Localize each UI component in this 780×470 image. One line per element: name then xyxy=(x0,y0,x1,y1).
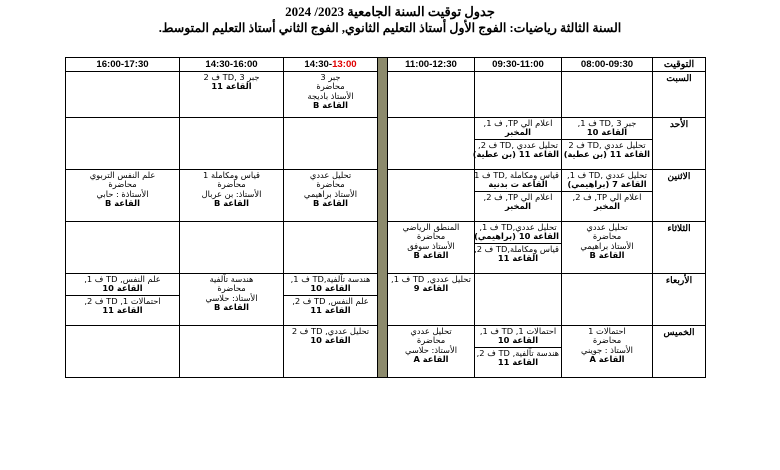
session-line: القاعة 9 xyxy=(413,283,449,294)
page-title: جدول توقيت السنة الجامعية 2023/ 2024 xyxy=(285,4,495,19)
schedule-cell xyxy=(475,72,562,118)
day-name: السبت xyxy=(653,72,706,118)
schedule-cell xyxy=(180,222,284,274)
session-line: احتمالات 1 xyxy=(588,326,626,336)
header-day-label: التوقيت xyxy=(653,58,706,72)
session-line: القاعة A xyxy=(413,354,449,365)
session-block xyxy=(475,170,561,191)
session-block xyxy=(66,170,179,210)
session-line: المخبر xyxy=(593,201,621,212)
session-line: جبر 3 xyxy=(320,72,341,82)
session-block xyxy=(562,170,652,191)
session-line: الأستاذ باديجة xyxy=(307,90,354,101)
session-line: محاضرة xyxy=(592,335,622,346)
session-block xyxy=(475,191,561,213)
session-line: الأستاذة : حابي xyxy=(96,188,149,199)
session-line: القاعة A xyxy=(589,354,625,365)
session-line: القاعة 11 xyxy=(102,305,143,316)
schedule-cell xyxy=(475,274,562,326)
schedule-cell xyxy=(388,222,475,274)
header-slot-1: 08:00-09:30 xyxy=(562,58,653,72)
session-block xyxy=(475,243,561,265)
session-line: الأستاذ براهيمي xyxy=(303,188,358,199)
session-line: علم النفس التربوي xyxy=(89,170,156,180)
session-block xyxy=(562,326,652,366)
day-name: الأربعاء xyxy=(653,274,706,326)
session-block xyxy=(284,170,377,210)
session-line: المنطق الرياضي xyxy=(402,222,460,232)
session-line: القاعة 10 (براهيمي) xyxy=(474,231,559,242)
day-name: الاثنين xyxy=(653,170,706,222)
session-block xyxy=(475,222,561,243)
session-line: هندسة تآلفية xyxy=(209,274,254,284)
session-line: الأستاذ: بن عربال xyxy=(201,188,262,199)
session-block xyxy=(388,326,474,366)
session-block xyxy=(562,222,652,262)
header-slot-4 xyxy=(284,58,378,72)
header-row xyxy=(66,58,706,72)
session-line: الأستاذ براهيمي xyxy=(580,240,634,251)
session-line: محاضرة xyxy=(108,179,137,190)
slot-time-start: 13:00 xyxy=(332,59,357,70)
session-line: القاعة B xyxy=(589,250,625,261)
session-line: القاعة B xyxy=(105,198,140,209)
session-line: تحليل عددي, TD ف 2 xyxy=(291,326,370,336)
schedule-cell xyxy=(180,170,284,222)
session-line: القاعة 7 (براهيمي) xyxy=(567,179,647,190)
session-line: القاعة 10 xyxy=(497,335,539,346)
session-line: تحليل عددي xyxy=(410,326,452,336)
session-line: الأستاذ: حلاسي xyxy=(404,344,458,355)
session-line: جبر 3 ,TD ف 1, xyxy=(577,118,637,128)
day-name: الخميس xyxy=(653,326,706,378)
session-block xyxy=(562,118,652,139)
schedule-cell xyxy=(388,274,475,326)
session-line: محاضرة xyxy=(217,179,246,190)
schedule-cell xyxy=(475,222,562,274)
session-block xyxy=(388,274,474,295)
schedule-cell xyxy=(562,72,653,118)
schedule-cell xyxy=(284,170,378,222)
schedule-cell xyxy=(284,118,378,170)
session-line: اعلام الي TP, ف 2, xyxy=(483,191,553,202)
schedule-cell xyxy=(66,326,180,378)
schedule-cell xyxy=(66,170,180,222)
session-line: الأستاذ: حلاسي xyxy=(205,292,258,303)
schedule-cell xyxy=(562,222,653,274)
session-block xyxy=(562,139,652,161)
session-block xyxy=(180,274,283,314)
session-block xyxy=(472,139,561,161)
session-line: تحليل عددي,TD ف 1, xyxy=(479,222,557,232)
session-block xyxy=(388,222,474,262)
session-line: محاضرة xyxy=(592,231,622,242)
session-line: هندسة تآلفية,TD ف 1, xyxy=(290,274,371,284)
session-line: القاعة B xyxy=(413,250,449,261)
lunch-break-bar xyxy=(378,58,388,378)
session-line: القاعة B xyxy=(313,100,348,111)
session-line: القاعة 10 xyxy=(102,283,143,294)
schedule-cell xyxy=(388,170,475,222)
schedule-cell xyxy=(475,326,562,378)
session-line: قياس ومكاملة 1 xyxy=(203,170,260,180)
session-line: محاضرة xyxy=(316,179,345,190)
schedule-cell xyxy=(180,72,284,118)
session-block xyxy=(180,170,283,210)
session-block xyxy=(284,274,377,295)
session-line: جبر 3 ,TD ف 2 xyxy=(203,72,260,82)
session-line: القاعة 10 xyxy=(310,335,351,346)
session-line: القاعة 10 xyxy=(586,127,628,138)
session-line: احتمالات 1, TD ف 2, xyxy=(84,295,161,306)
session-line: القاعة 10 xyxy=(310,283,351,294)
schedule-cell xyxy=(66,118,180,170)
session-line: تحليل عددي ,TD ف 1, xyxy=(567,170,647,180)
session-line: الأستاذ : جويني xyxy=(581,344,633,355)
header-slot-2: 09:30-11:00 xyxy=(475,58,562,72)
session-line: محاضرة xyxy=(416,231,446,242)
schedule-cell xyxy=(562,274,653,326)
schedule-cell xyxy=(180,118,284,170)
session-line: القاعة B xyxy=(313,198,348,209)
schedule-cell xyxy=(66,274,180,326)
schedule-cell xyxy=(284,222,378,274)
session-line: قياس ومكاملة ,TD ف 1 xyxy=(474,170,559,180)
schedule-cell xyxy=(562,118,653,170)
schedule-cell xyxy=(284,72,378,118)
session-block xyxy=(475,347,561,369)
session-line: محاضرة xyxy=(416,335,446,346)
session-line: اعلام الي TP, ف 2, xyxy=(572,191,642,202)
session-line: تحليل عددي xyxy=(586,222,628,232)
session-line: القاعة 11 xyxy=(497,253,539,264)
day-name: الثلاثاء xyxy=(653,222,706,274)
session-block xyxy=(180,72,283,93)
session-block xyxy=(284,295,377,317)
schedule-cell xyxy=(284,326,378,378)
page-subtitle: السنة الثالثة رياضيات: الفوج الأول أستاذ التعليم الثانوي, الفوج الثاني أستاذ التعليم المتوسط. xyxy=(158,21,622,35)
header-slot-5: 14:30-16:00 xyxy=(180,58,284,72)
timetable xyxy=(65,57,706,378)
session-line: القاعة 11 (بن عطية) xyxy=(563,149,650,160)
session-line: القاعة 11 xyxy=(497,357,539,368)
schedule-cell xyxy=(66,222,180,274)
session-line: تحليل عددي ,TD ف 2 xyxy=(568,139,646,150)
schedule-cell xyxy=(180,326,284,378)
slot-time-end: 14:30- xyxy=(304,59,333,70)
day-name: الأحد xyxy=(653,118,706,170)
header-slot-3: 11:00-12:30 xyxy=(388,58,475,72)
schedule-cell xyxy=(388,118,475,170)
session-line: هندسة تآلفية, TD ف 2, xyxy=(476,347,559,358)
session-line: القاعة B xyxy=(214,302,249,313)
session-line: علم النفس, TD ف 2, xyxy=(292,295,369,306)
session-line: القاعة 11 xyxy=(211,81,252,92)
session-line: محاضرة xyxy=(316,81,345,92)
session-line: القاعة 11 xyxy=(310,305,351,316)
session-line: احتمالات 1, TD ف 1, xyxy=(479,326,557,336)
session-line: قياس ومكاملة,TD ف 2, xyxy=(474,243,559,254)
schedule-cell xyxy=(472,118,562,170)
session-block xyxy=(284,72,377,112)
session-block xyxy=(66,295,179,317)
session-line: القاعة B xyxy=(214,198,249,209)
session-line: تحليل عددي ,TD ف 2, xyxy=(478,139,558,150)
session-block xyxy=(475,326,561,347)
session-line: تحليل عددي xyxy=(309,170,352,180)
header-slot-6: 16:00-17:30 xyxy=(66,58,180,72)
schedule-cell xyxy=(562,170,653,222)
schedule-cell xyxy=(388,326,475,378)
session-line: علم النفس, TD ف 1, xyxy=(84,274,161,284)
schedule-cell xyxy=(475,170,562,222)
schedule-cell xyxy=(388,72,475,118)
schedule-cell xyxy=(180,274,284,326)
schedule-cell xyxy=(284,274,378,326)
session-block xyxy=(475,118,561,139)
session-line: المخبر xyxy=(504,201,532,212)
session-line: الأستاذ سوفق xyxy=(407,240,455,251)
session-block xyxy=(562,191,652,213)
session-block xyxy=(284,326,377,347)
session-line: محاضرة xyxy=(217,283,246,294)
schedule-cell xyxy=(562,326,653,378)
session-line: القاعة 11 (بن عطية) xyxy=(472,149,559,160)
session-block xyxy=(66,274,179,295)
schedule-cell xyxy=(66,72,180,118)
session-line: تحليل عددي, TD ف 1, xyxy=(391,274,471,284)
session-line: المخبر xyxy=(504,127,532,138)
session-line: اعلام الي TP, ف 1, xyxy=(483,118,553,128)
session-line: القاعة ت بدنية xyxy=(488,179,548,190)
